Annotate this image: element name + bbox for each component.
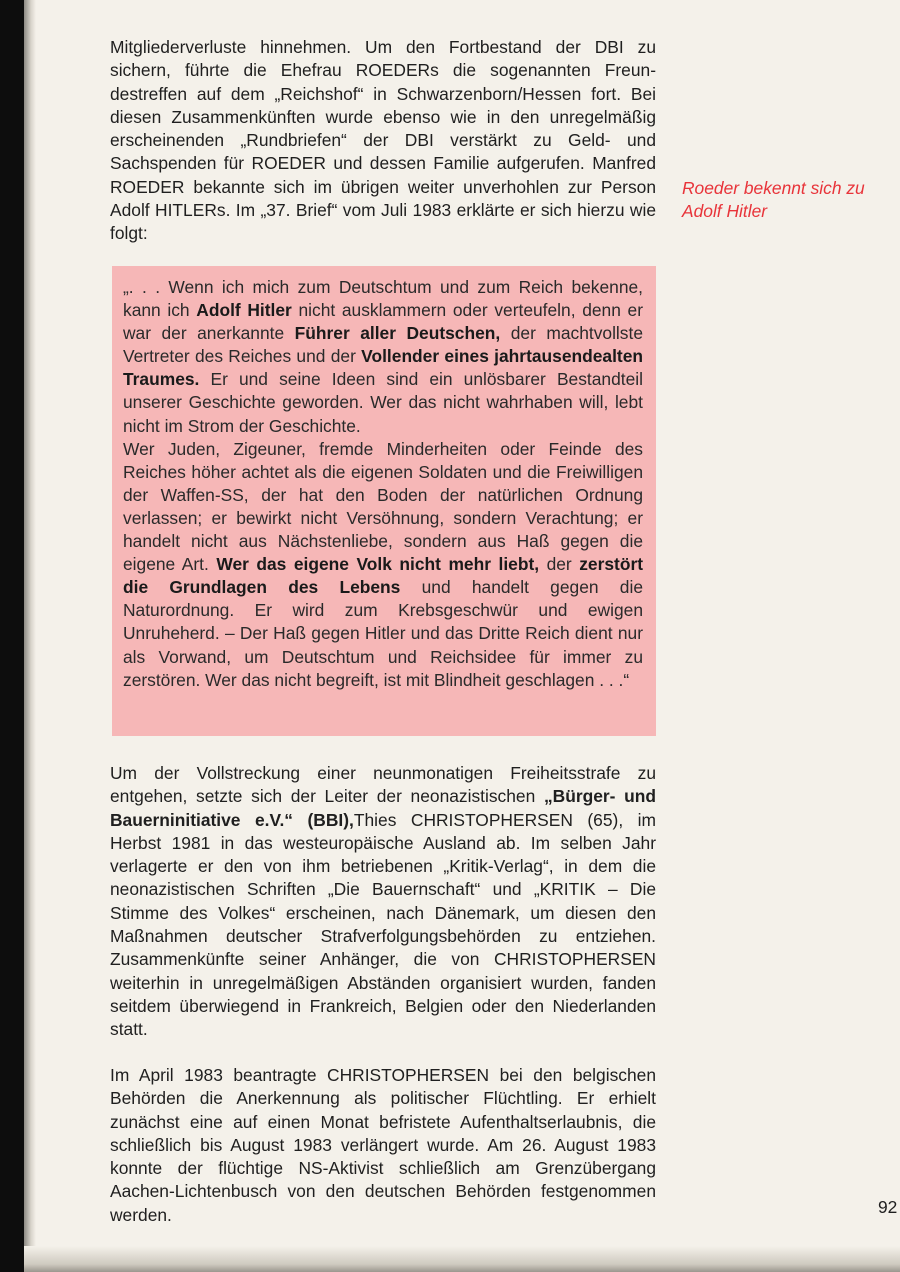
paragraph-christophersen-flight bbox=[110, 762, 656, 1042]
paragraph-text: Um der Vollstreckung einer neunmonatigen Freiheitsstrafe zu entgehen, setzte sich der Leiter der neonazistischen bbox=[110, 763, 656, 807]
paragraph-roeder-meetings: Mitgliederverluste hinnehmen. Um den Fortbestand der DBI zu sichern, führte die Ehefrau ROEDERs die sogenannten Freundestreffen auf dem „Reichshof“ in Schwarzenborn/Hessen fort. Bei diesen Zusammenkünften wurde ebenso wie in den unregelmäßig erscheinenden „Rundbriefen“ der DBI verstärkt zu Geld- und Sachspenden für ROEDER und dessen Familie aufgerufen. Manfred ROEDER bekannte sich im übrigen weiter unverhohlen zur Person Adolf HITLERs. Im „37. Brief“ vom Juli 1983 erklärte er sich hierzu wie folgt: bbox=[110, 37, 656, 244]
margin-note: Roeder bekennt sich zu Adolf Hitler bbox=[682, 178, 865, 222]
page-gutter-shadow bbox=[24, 0, 36, 1272]
quote-text: Wer Juden, Zigeuner, fremde Minderheiten oder Feinde des Reiches höher achtet als die eigenen Soldaten und die Freiwilligen der Waffen-SS, der hat den Boden der natürlichen Ordnung verlassen; er bewirkt nicht Versöhnung, sondern Verachtung; er handelt nicht aus Nächstenliebe, sondern aus Haß gegen die eigene Art. bbox=[123, 438, 643, 575]
quote-emphasis: Adolf Hitler bbox=[196, 300, 292, 321]
paragraph-text: Thies CHRISTOPHERSEN (65), im Herbst 1981 in das westeuropäische Ausland ab. Im selben Jahr verlagerte er den von ihm betriebenen „Kritik-Verlag“, in dem die neonazistischen Schriften „Die Bauernschaft“ und „KRITIK – Die Stimme des Volkes“ erscheinen, nach Dänemark, um diesen den Maßnahmen deutscher Strafverfolgungsbehörden zu entziehen. Zusammenkünfte seiner Anhänger, die von CHRISTOPHERSEN weiterhin in unregelmäßigen Abständen organisiert wurden, fanden seitdem überwiegend in Frankreich, Belgien oder den Niederlanden statt. bbox=[110, 809, 656, 1040]
quote-emphasis: Vollender eines jahrtausendealten Traumes. bbox=[123, 346, 644, 390]
quote-emphasis: Wer das eigene Volk nicht mehr liebt, bbox=[216, 554, 540, 575]
page-number: 92 bbox=[878, 1197, 898, 1217]
book-binding bbox=[0, 0, 24, 1272]
page-bottom-shadow bbox=[24, 1246, 900, 1272]
quote-text: der machtvollste Vertreter des Reiches und der bbox=[123, 323, 643, 367]
roeder-quote bbox=[123, 276, 643, 692]
quote-text: „. . . Wenn ich mich zum Deutschtum und zum Reich bekenne, kann ich bbox=[123, 277, 643, 321]
quote-text: der bbox=[539, 554, 580, 575]
organization-name: „Bürger- und Bauerninitiative e.V.“ (BBI), bbox=[110, 786, 657, 830]
quote-text: nicht ausklammern oder verteufeln, denn er war der anerkannte bbox=[123, 300, 644, 344]
quote-emphasis: zerstört die Grundlagen des Lebens bbox=[123, 554, 644, 598]
paragraph-christophersen-arrest: Im April 1983 beantragte CHRISTOPHERSEN bei den belgischen Behörden die Anerkennung als politischer Flüchtling. Er erhielt zunächst eine auf einen Monat befristete Aufenthaltserlaubnis, die schließlich bis August 1983 verlängert wurde. Am 26. August 1983 konnte der flüchtige NS-Aktivist schließlich am Grenzübergang Aachen-Lichtenbusch von den deutschen Behörden festgenommen werden. bbox=[110, 1065, 656, 1225]
quote-emphasis: Führer aller Deutschen, bbox=[294, 323, 501, 344]
quote-text: und handelt gegen die Naturordnung. Er wird zum Krebsgeschwür und ewigen Unruheherd. – Der Haß gegen Hitler und das Dritte Reich dient nur als Vorwand, um Deutschtum und Reichsidee für immer zu zerstören. Wer das nicht begreift, ist mit Blindheit geschlagen . . .“ bbox=[123, 577, 644, 690]
quote-text: Er und seine Ideen sind ein unlösbarer Bestandteil unserer Geschichte geworden. Wer das nicht wahrhaben will, lebt nicht im Strom der Geschichte. bbox=[123, 369, 643, 436]
